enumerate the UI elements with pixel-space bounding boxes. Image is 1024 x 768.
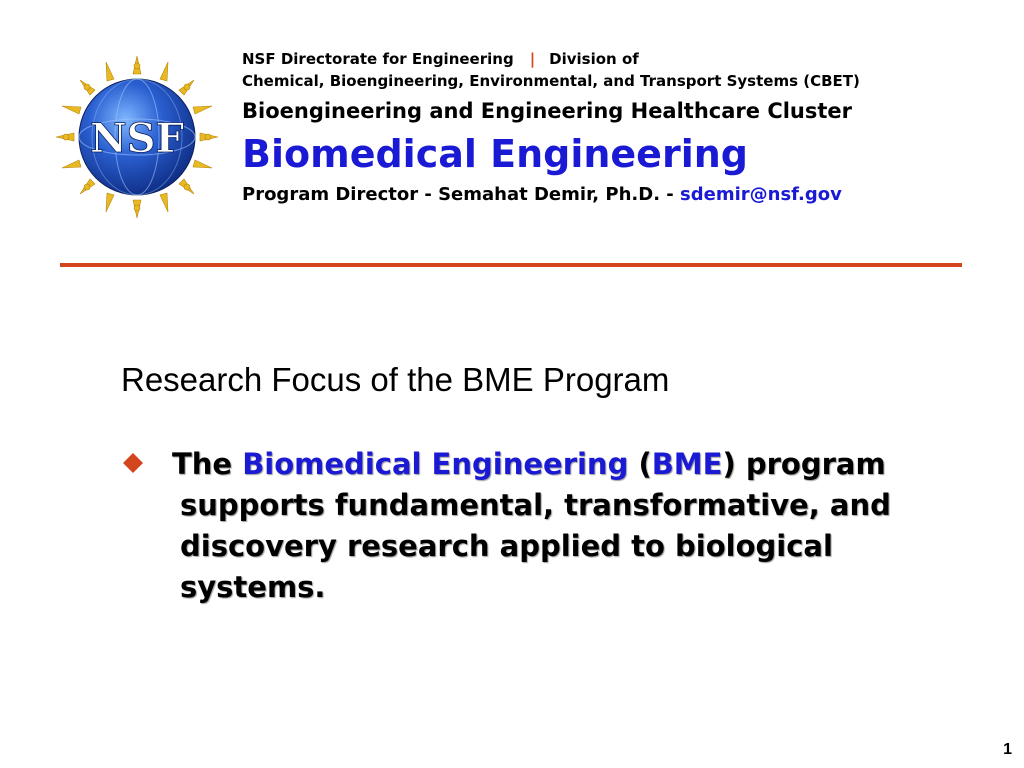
nsf-logo-text: NSF [90,115,184,162]
division-line [242,70,1002,92]
cluster-name: Bioengineering and Engineering Healthcare Cluster [242,99,853,123]
director-email-link[interactable]: sdemir@nsf.gov [680,184,842,205]
directorate-name: NSF Directorate for Engineering [242,50,514,68]
page-number: 1 [1003,741,1012,758]
division-abbr-close: ) [853,72,860,90]
bullet-text-part3: ) program supports fundamental, transformative, and discovery research applied to biological systems. [180,447,891,604]
division-label: Division of [549,50,639,68]
director-name: Program Director - Semahat Demir, Ph.D. - [242,184,681,205]
division-abbr: CBET [810,72,853,90]
program-title: Biomedical Engineering [242,132,748,176]
header-separator: | [529,50,536,68]
header [242,48,1002,208]
header-divider [60,263,962,267]
directorate-line [242,48,1002,70]
program-director [242,182,1002,208]
bullet-text [172,444,952,608]
bullet-text-part1: The [172,447,243,481]
bullet-item [122,444,952,608]
division-name: Chemical, Bioengineering, Environmental, and Transport Systems [242,72,804,90]
bullet-text-part2: ( [628,447,652,481]
division-abbr-open: ( [803,72,811,90]
bullet-highlight-program: Biomedical Engineering [242,447,629,481]
nsf-logo-icon [52,52,222,222]
bullet-highlight-abbr: BME [651,447,723,481]
section-title: Research Focus of the BME Program [121,361,670,398]
diamond-bullet-icon [122,452,144,474]
